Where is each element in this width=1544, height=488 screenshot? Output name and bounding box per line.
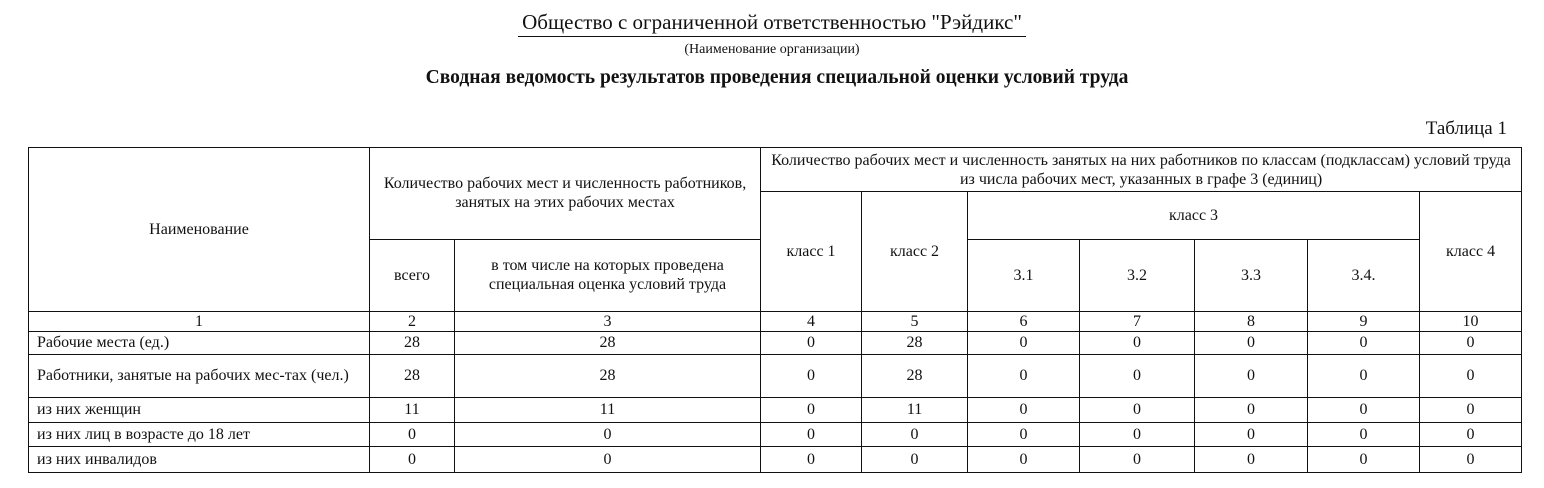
row-name: из них лиц в возрасте до 18 лет xyxy=(29,422,370,447)
header-subclass-3-3: 3.3 xyxy=(1195,239,1308,311)
header-assessed: в том числе на которых проведена специальная оценка условий труда xyxy=(455,239,761,311)
cell-value: 0 xyxy=(455,447,761,473)
cell-value: 0 xyxy=(370,447,455,473)
column-number: 3 xyxy=(455,311,761,332)
document-title: Сводная ведомость результатов проведения специальной оценки условий труда xyxy=(425,67,1129,88)
table-row xyxy=(29,332,1522,355)
cell-value: 0 xyxy=(1420,332,1522,355)
cell-value: 0 xyxy=(761,354,862,397)
cell-value: 0 xyxy=(761,332,862,355)
cell-value: 0 xyxy=(1080,397,1195,422)
column-number: 8 xyxy=(1195,311,1308,332)
column-number: 1 xyxy=(29,311,370,332)
header-subclass-3-4: 3.4. xyxy=(1308,239,1420,311)
cell-value: 0 xyxy=(1195,447,1308,473)
header-class-3: класс 3 xyxy=(968,192,1420,239)
cell-value: 0 xyxy=(1195,422,1308,447)
organization-name-text: Общество с ограниченной ответственностью "Рэйдикс" xyxy=(518,9,1026,37)
cell-value: 0 xyxy=(1195,332,1308,355)
column-number: 10 xyxy=(1420,311,1522,332)
cell-value: 28 xyxy=(455,332,761,355)
cell-value: 11 xyxy=(862,397,968,422)
cell-value: 0 xyxy=(862,422,968,447)
cell-value: 28 xyxy=(370,354,455,397)
cell-value: 0 xyxy=(1080,354,1195,397)
cell-value: 0 xyxy=(1080,447,1195,473)
organization-name xyxy=(0,9,1544,37)
column-number: 5 xyxy=(862,311,968,332)
cell-value: 11 xyxy=(370,397,455,422)
cell-value: 0 xyxy=(1308,397,1420,422)
cell-value: 0 xyxy=(370,422,455,447)
table-label: Таблица 1 xyxy=(1425,118,1507,139)
header-total: всего xyxy=(370,239,455,311)
cell-value: 0 xyxy=(862,447,968,473)
row-name: Рабочие места (ед.) xyxy=(29,332,370,355)
cell-value: 0 xyxy=(1420,354,1522,397)
column-number: 9 xyxy=(1308,311,1420,332)
cell-value: 0 xyxy=(455,422,761,447)
column-number: 6 xyxy=(968,311,1080,332)
cell-value: 28 xyxy=(862,332,968,355)
table-row xyxy=(29,397,1522,422)
cell-value: 0 xyxy=(1420,447,1522,473)
row-name: из них женщин xyxy=(29,397,370,422)
cell-value: 0 xyxy=(761,397,862,422)
header-classes-group: Количество рабочих мест и численность занятых на них работников по классам (подклассам) условий труда из числа рабочих мест, указанных в графе 3 (единиц) xyxy=(761,148,1522,192)
cell-value: 0 xyxy=(968,397,1080,422)
cell-value: 28 xyxy=(455,354,761,397)
cell-value: 0 xyxy=(1195,397,1308,422)
cell-value: 0 xyxy=(1308,422,1420,447)
column-number: 2 xyxy=(370,311,455,332)
cell-value: 28 xyxy=(370,332,455,355)
cell-value: 0 xyxy=(968,447,1080,473)
cell-value: 0 xyxy=(1080,422,1195,447)
table-row xyxy=(29,354,1522,397)
header-subclass-3-1: 3.1 xyxy=(968,239,1080,311)
cell-value: 0 xyxy=(761,422,862,447)
cell-value: 0 xyxy=(1308,332,1420,355)
cell-value: 0 xyxy=(1080,332,1195,355)
cell-value: 28 xyxy=(862,354,968,397)
header-workplaces-group: Количество рабочих мест и численность работников, занятых на этих рабочих местах xyxy=(370,148,761,240)
cell-value: 0 xyxy=(1420,397,1522,422)
cell-value: 0 xyxy=(1420,422,1522,447)
column-number: 7 xyxy=(1080,311,1195,332)
row-name: из них инвалидов xyxy=(29,447,370,473)
cell-value: 0 xyxy=(968,354,1080,397)
table-row xyxy=(29,447,1522,473)
organization-caption: (Наименование организации) xyxy=(684,42,860,57)
cell-value: 0 xyxy=(1195,354,1308,397)
cell-value: 0 xyxy=(1308,447,1420,473)
cell-value: 0 xyxy=(1308,354,1420,397)
header-class-1: класс 1 xyxy=(761,192,862,311)
summary-table xyxy=(28,147,1522,473)
row-name: Работники, занятые на рабочих мес-тах (чел.) xyxy=(29,354,370,397)
header-name: Наименование xyxy=(29,148,370,312)
column-number: 4 xyxy=(761,311,862,332)
column-number-row xyxy=(29,311,1522,332)
cell-value: 0 xyxy=(968,422,1080,447)
cell-value: 0 xyxy=(968,332,1080,355)
cell-value: 11 xyxy=(455,397,761,422)
cell-value: 0 xyxy=(761,447,862,473)
header-class-4: класс 4 xyxy=(1420,192,1522,311)
table-row xyxy=(29,422,1522,447)
header-subclass-3-2: 3.2 xyxy=(1080,239,1195,311)
header-class-2: класс 2 xyxy=(862,192,968,311)
